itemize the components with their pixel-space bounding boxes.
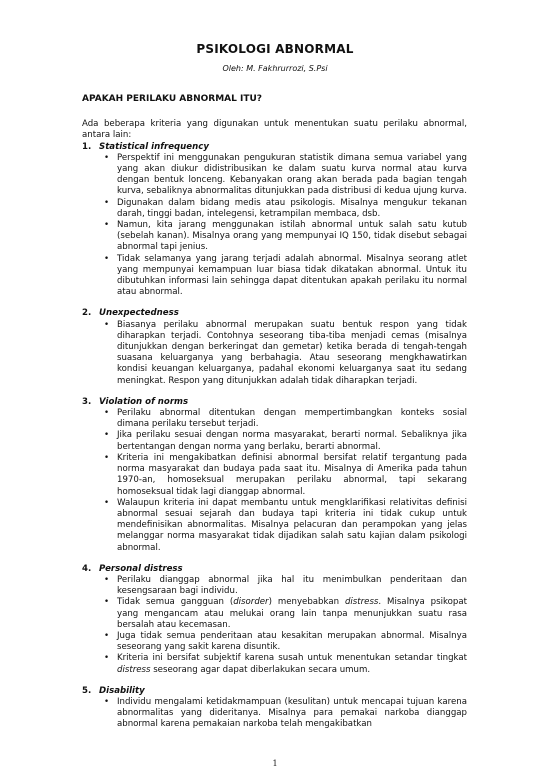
bullet-text: Walaupun kriteria ini dapat membantu untuk mengklarifikasi relativitas definisi abnormal sesuai sejarah dan budaya tapi kriteria ini tidak cukup untuk mendefinisikan abnormalitas. Misalnya pelacuran dan perampokan yang jelas melanggar norma masyarakat tidak dijadikan salah satu kajian dalam psikologi abnormal.	[117, 497, 467, 553]
criterion-title: Disability	[99, 685, 145, 696]
bullet-item	[100, 453, 467, 498]
criterion-heading	[82, 142, 467, 153]
bullet-list	[82, 320, 467, 387]
bullet-item	[100, 697, 467, 731]
bullet-icon: •	[104, 630, 110, 641]
criterion-section	[82, 397, 467, 554]
bullet-icon: •	[104, 696, 110, 707]
bullet-text: Tidak selamanya yang jarang terjadi adalah abnormal. Misalnya seorang atlet yang mempunyai kemampuan luar biasa tidak dikatakan abnormal. Untuk itu dibutuhkan informasi lain sehingga dapat ditentukan apakah perilaku itu normal atau abnormal.	[117, 253, 467, 298]
criterion-title: Personal distress	[99, 563, 183, 574]
bullet-text: Biasanya perilaku abnormal merupakan suatu bentuk respon yang tidak diharapkan terjadi. Contohnya seseorang tiba-tiba menjadi cemas (misalnya ditunjukkan dengan berkeringat dan gemetar) ketika berada di tengah-tengah suasana keluarganya yang berbahagia. Atau seseorang mengkhawatirkan kondisi keuangan keluarganya, padahal ekonomi keluarganya saat itu sedang meningkat. Respon yang ditunjukkan adalah tidak diharapkan terjadi.	[117, 319, 467, 386]
bullet-icon: •	[104, 220, 110, 231]
criterion-heading	[82, 686, 467, 697]
criterion-heading	[82, 397, 467, 408]
bullet-list	[82, 408, 467, 554]
criterion-number: 5.	[82, 685, 92, 696]
bullet-item	[100, 575, 467, 597]
bullet-text: Juga tidak semua penderitaan atau kesakitan merupakan abnormal. Misalnya seseorang yang sakit karena disuntik.	[117, 630, 467, 653]
criterion-section	[82, 686, 467, 731]
bullet-text: Kriteria ini bersifat subjektif karena susah untuk menentukan setandar tingkat distress seseorang agar dapat diberlakukan secara umum.	[117, 653, 467, 675]
bullet-item	[100, 631, 467, 653]
page-number: 1	[272, 759, 278, 768]
bullet-text: Perspektif ini menggunakan pengukuran statistik dimana semua variabel yang yang akan diukur didistribusikan ke dalam suatu kurva normal atau kurva dengan bentuk lonceng. Kebanyakan orang akan berada pada bagian tengah kurva, sebaliknya abnormalitas ditunjukkan pada distribusi di kedua ujung kurva.	[117, 152, 467, 197]
bullet-list	[82, 575, 467, 676]
criterion-section	[82, 308, 467, 386]
section-heading: APAKAH PERILAKU ABNORMAL ITU?	[82, 94, 263, 104]
criterion-title: Statistical infrequency	[99, 141, 209, 152]
document-author: Oleh: M. Fakhrurrozi, S.Psi	[222, 64, 328, 73]
criterion-number: 1.	[82, 141, 92, 152]
bullet-item	[100, 220, 467, 254]
criterion-section	[82, 142, 467, 299]
bullet-text: Tidak semua gangguan (disorder) menyebabkan distress. Misalnya psikopat yang mengancam atau melukai orang lain tanpa menunjukkan suatu rasa bersalah atau kecemasan.	[117, 597, 467, 630]
bullet-text: Perilaku abnormal ditentukan dengan mempertimbangkan konteks sosial dimana perilaku tersebut terjadi.	[117, 408, 467, 430]
criterion-title: Violation of norms	[99, 396, 189, 407]
bullet-icon: •	[104, 152, 110, 163]
criteria-list	[82, 142, 467, 731]
bullet-icon: •	[104, 253, 110, 264]
criterion-section	[82, 564, 467, 676]
bullet-icon: •	[104, 497, 110, 508]
bullet-item	[100, 408, 467, 430]
bullet-item	[100, 153, 467, 198]
bullet-item	[100, 198, 467, 220]
bullet-text: Digunakan dalam bidang medis atau psikologis. Misalnya mengukur tekanan darah, tinggi badan, intelegensi, ketrampilan membaca, dsb.	[117, 197, 467, 219]
criterion-number: 2.	[82, 308, 92, 319]
bullet-item	[100, 254, 467, 299]
bullet-text: Jika perilaku sesuai dengan norma masyarakat, berarti normal. Sebaliknya jika bertentangan dengan norma yang berlaku, berarti abnormal.	[117, 430, 467, 452]
criterion-number: 3.	[82, 396, 92, 407]
bullet-item	[100, 653, 467, 675]
bullet-icon: •	[104, 430, 110, 441]
intro-paragraph: Ada beberapa kriteria yang digunakan untuk menentukan suatu perilaku abnormal, antara lain:	[82, 119, 467, 141]
bullet-list	[82, 697, 467, 731]
bullet-text: Kriteria ini mengakibatkan definisi abnormal bersifat relatif tergantung pada norma masyarakat dan budaya pada saat itu. Misalnya di Amerika pada tahun 1970-an, homoseksual merupakan perilaku abnormal, tapi sekarang homoseksual tidak lagi dianggap abnormal.	[117, 452, 467, 497]
bullet-icon: •	[104, 653, 110, 664]
bullet-list	[82, 153, 467, 299]
bullet-icon: •	[104, 197, 110, 208]
bullet-text: Perilaku dianggap abnormal jika hal itu menimbulkan penderitaan dan kesengsaraan bagi individu.	[117, 574, 467, 597]
document-title: PSIKOLOGI ABNORMAL	[196, 42, 354, 56]
bullet-item	[100, 597, 467, 631]
criterion-number: 4.	[82, 563, 92, 574]
document-body	[82, 94, 467, 731]
bullet-text: Individu mengalami ketidakmampuan (kesulitan) untuk mencapai tujuan karena abnormalitas yang dideritanya. Misalnya para pemakai narkoba dianggap abnormal karena pemakaian narkoba telah mengakibatkan	[117, 696, 467, 730]
criterion-heading	[82, 308, 467, 319]
bullet-icon: •	[104, 574, 110, 585]
bullet-text: Namun, kita jarang menggunakan istilah abnormal untuk salah satu kutub (sebelah kanan). Misalnya orang yang mempunyai IQ 150, tidak disebut sebagai abnormal tapi jenius.	[117, 220, 467, 253]
bullet-item	[100, 430, 467, 452]
bullet-icon: •	[104, 452, 110, 463]
criterion-title: Unexpectedness	[99, 308, 179, 319]
criterion-heading	[82, 564, 467, 575]
bullet-icon: •	[104, 319, 110, 330]
bullet-item	[100, 320, 467, 387]
bullet-icon: •	[104, 408, 110, 419]
bullet-icon: •	[104, 597, 110, 608]
bullet-item	[100, 498, 467, 554]
